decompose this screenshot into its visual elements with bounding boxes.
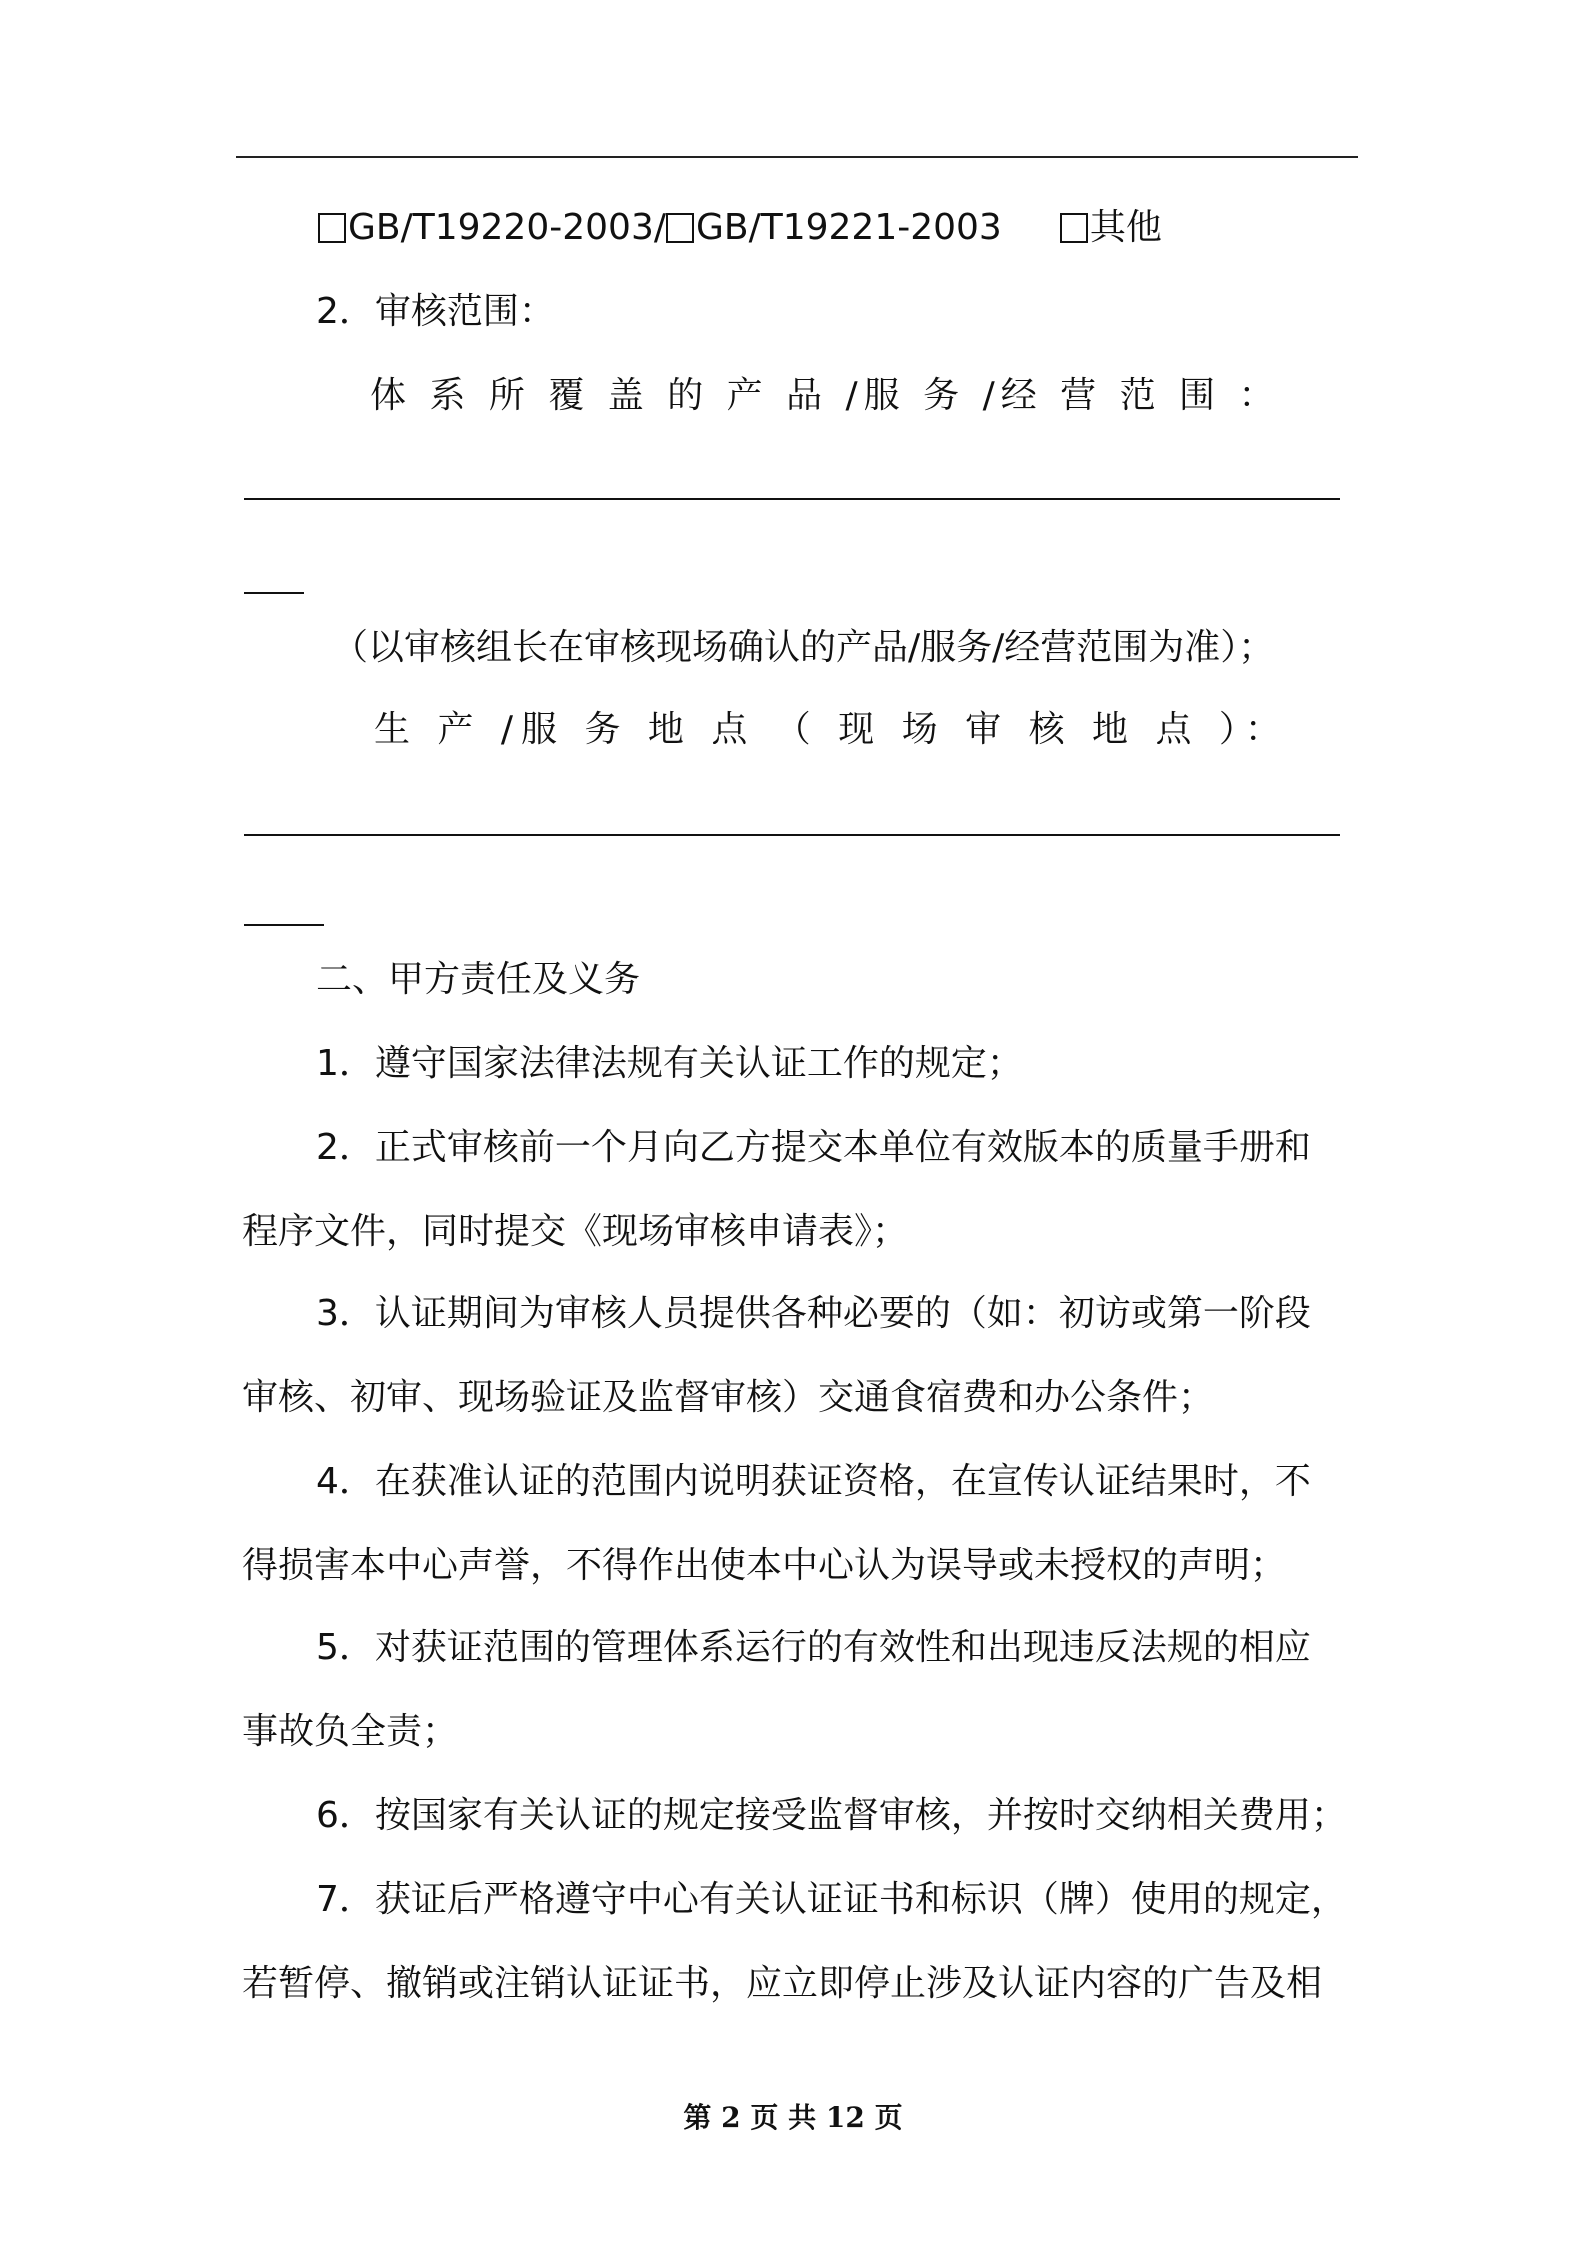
clause-5-line-1: 5．对获证范围的管理体系运行的有效性和出现违反法规的相应 [316, 1627, 1311, 1668]
scope-blank-line-2[interactable] [244, 592, 304, 594]
site-blank-line-2[interactable] [244, 924, 324, 926]
standard-1-label: GB/T19220-2003/ [348, 207, 666, 248]
clause-3-line-1: 3．认证期间为审核人员提供各种必要的（如：初访或第一阶段 [316, 1293, 1311, 1334]
checkbox-standard-1[interactable] [318, 213, 346, 243]
standard-2-label: GB/T19221-2003 [695, 207, 1002, 248]
clause-3-line-2: 审核、初审、现场验证及监督审核）交通食宿费和办公条件； [242, 1377, 1215, 1418]
clause-4-line-1: 4．在获准认证的范围内说明获证资格，在宣传认证结果时，不 [316, 1461, 1311, 1502]
scope-heading: 2．审核范围： [316, 291, 555, 332]
page-number-footer: 第 2 页 共 12 页 [683, 2101, 903, 2134]
scope-blank-line-1[interactable] [244, 498, 1340, 500]
clause-7-line-2: 若暂停、撤销或注销认证证书，应立即停止涉及认证内容的广告及相 [242, 1963, 1323, 2004]
section-heading-party-a: 二、甲方责任及义务 [316, 959, 641, 1000]
site-blank-line-1[interactable] [244, 834, 1340, 836]
checkbox-standard-2[interactable] [666, 213, 694, 243]
clause-2-line-1: 2．正式审核前一个月向乙方提交本单位有效版本的质量手册和 [316, 1127, 1311, 1168]
clause-7-line-1: 7．获证后严格遵守中心有关认证证书和标识（牌）使用的规定， [316, 1879, 1347, 1920]
clause-4-line-2: 得损害本中心声誉，不得作出使本中心认为误导或未授权的声明； [242, 1545, 1287, 1586]
standards-line [318, 204, 1162, 252]
other-label: 其他 [1089, 207, 1162, 248]
clause-1: 1．遵守国家法律法规有关认证工作的规定； [316, 1043, 1023, 1084]
checkbox-other[interactable] [1060, 213, 1088, 243]
header-rule [236, 156, 1358, 158]
scope-note: （以审核组长在审核现场确认的产品/服务/经营范围为准）； [332, 627, 1275, 668]
scope-label: 体 系 所 覆 盖 的 产 品 /服 务 /经 营 范 围 ： [370, 375, 1281, 416]
clause-2-line-2: 程序文件，同时提交《现场审核申请表》； [242, 1211, 909, 1252]
site-label: 生 产 /服 务 地 点 （ 现 场 审 核 地 点 ）： [374, 709, 1289, 750]
clause-6: 6．按国家有关认证的规定接受监督审核，并按时交纳相关费用； [316, 1795, 1347, 1836]
clause-5-line-2: 事故负全责； [242, 1711, 459, 1752]
